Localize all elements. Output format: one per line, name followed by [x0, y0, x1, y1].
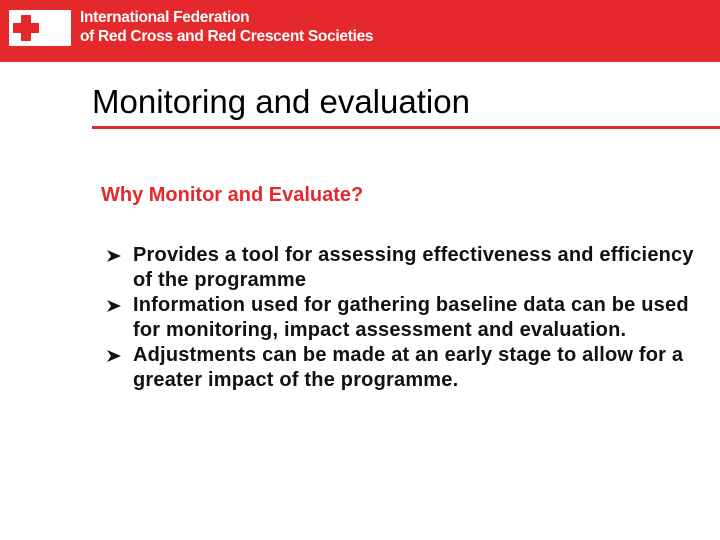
- organization-name-line-1: International Federation: [80, 9, 250, 26]
- bullet-item: [106, 343, 696, 393]
- red-cross-red-crescent-logo: [9, 10, 71, 46]
- header-bar: [0, 0, 720, 62]
- bullet-item: [106, 293, 696, 343]
- arrow-bullet-icon: [106, 249, 122, 263]
- bullet-item: [106, 243, 696, 293]
- bullet-list: [106, 243, 696, 393]
- bullet-text: Provides a tool for assessing effectiveness and efficiency of the programme: [133, 244, 694, 291]
- organization-name-line-2: of Red Cross and Red Crescent Societies: [80, 28, 374, 45]
- page-title: Monitoring and evaluation: [92, 83, 470, 120]
- section-subtitle: Why Monitor and Evaluate?: [101, 184, 364, 206]
- bullet-text: Adjustments can be made at an early stage to allow for a greater impact of the programme.: [133, 344, 684, 391]
- organization-name: [80, 8, 373, 46]
- bullet-text: Information used for gathering baseline data can be used for monitoring, impact assessment and evaluation.: [133, 294, 689, 341]
- title-divider: [92, 126, 720, 129]
- arrow-bullet-icon: [106, 349, 122, 363]
- arrow-bullet-icon: [106, 299, 122, 313]
